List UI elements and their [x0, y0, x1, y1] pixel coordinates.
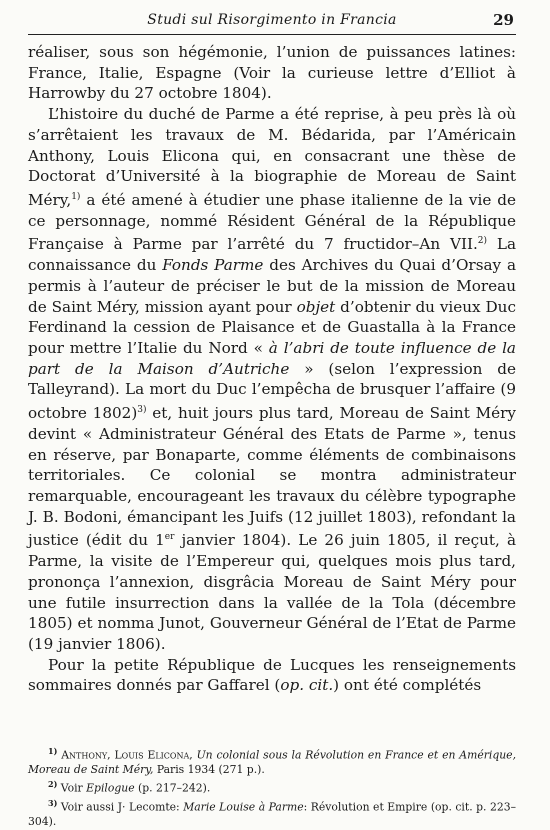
paragraph-continuation — [28, 42, 516, 104]
paragraph-text: » (selon l’expression de Talleyrand). La mort du Duc l’empêcha de brusquer l’affaire (9 octobre 1802) — [28, 359, 516, 423]
footnote-3 — [28, 796, 516, 829]
paragraph-lucques — [28, 655, 516, 696]
page-header — [28, 10, 516, 35]
footnotes — [28, 744, 516, 830]
footnote-mark: 1) — [48, 746, 58, 756]
footnote-author: Anthony, Louis Elicona, — [61, 748, 193, 762]
paragraph-text: réaliser, sous son hégémonie, l’union de puissances latines: France, Italie, Espagne (Voir la curieuse lettre d’Elliot à Harrowby du 27 octobre 1804). — [28, 43, 516, 103]
paragraph-text: a été amené à étudier une phase italienne de la vie de ce personnage, nommé Résident Général de la République Française à Parme par l’arrêté du 7 fructidor–An VII. — [28, 190, 516, 254]
footnote-ref-2: 2) — [477, 236, 488, 247]
footnote-title: Un colonial sous la Révolution en France et en Amérique, Moreau de Saint Méry, — [28, 748, 517, 776]
footnote-title: Epilogue — [86, 782, 135, 795]
footnote-ref-3: 3) — [137, 405, 147, 416]
italic-quote: à l’abri de toute influence de la part de la Maison d’Autriche — [28, 338, 516, 378]
footnote-2 — [28, 777, 516, 796]
footnote-title: Marie Louise à Parme — [183, 801, 304, 814]
paragraph-parme — [28, 104, 516, 655]
paragraph-text: La connaissance du — [28, 235, 517, 275]
footnote-mark: 2) — [48, 779, 58, 790]
footnote-text: : Révolution et Empire (op. cit. p. 223–304). — [28, 801, 516, 829]
paragraph-text: des Archives du Quai d’Orsay a permis à l’auteur de préciser le but de la mission de Moreau de Saint Méry, mission ayant pour — [28, 256, 516, 316]
body-text — [28, 42, 516, 696]
footnote-mark: 3) — [48, 798, 58, 809]
paragraph-text: Pour la petite République de Lucques les renseignements sommaires donnés par Gaffarel ( — [28, 655, 516, 695]
footnote-text: Voir aussi J· Lecomte: — [57, 801, 184, 814]
footnote-text: (p. 217–242). — [134, 782, 211, 795]
paragraph-text: et, huit jours plus tard, Moreau de Saint Méry devint « Administrateur Général des Etats de Parme », tenus en réserve, par Bonaparte, comme éléments de combinaisons territoriales. Ce colonial se montra administrateur remarquable, encourageant les travaux du célèbre typographe J. B. Bodoni, émancipant les Juifs (12 juillet 1803), refondant la justice (édit du 1 — [28, 404, 516, 550]
paragraph-text: L’histoire du duché de Parme a été reprise, à peu près là où s’arrêtaient les travaux de M. Bédarida, par l’Américain Anthony, Louis Elicona qui, en consacrant une thèse de Doctorat d’Université à la biographie de Moreau de Saint Méry, — [28, 105, 516, 209]
running-title: Studi sul Risorgimento in Francia — [147, 12, 397, 28]
footnote-ref-1: 1) — [71, 191, 81, 202]
superscript-er: er — [164, 532, 175, 543]
paragraph-text: janvier 1804). Le 26 juin 1805, il reçut, à Parme, la visite de l’Empereur qui, quelques mois plus tard, prononça l’annexion, disgrâcia Moreau de Saint Méry pour une futile insurrection dans la vallée de la Tola (décembre 1805) et nomma Junot, Gouverneur Général de l’Etat de Parme (19 janvier 1806). — [28, 531, 517, 653]
footnote-text: Paris 1934 (271 p.). — [153, 763, 265, 776]
footnote-1 — [28, 744, 516, 777]
italic-op-cit: op. cit. — [280, 676, 334, 695]
page-number: 29 — [493, 11, 514, 29]
italic-objet: objet — [296, 297, 336, 316]
italic-fonds-parme: Fonds Parme — [162, 256, 264, 275]
paragraph-text: d’obtenir du vieux Duc Ferdinand la cession de Plaisance et de Guastalla à la France pour mettre l’Italie du Nord « — [28, 297, 516, 357]
paragraph-text: ) ont été complétés — [333, 676, 482, 695]
footnote-text: Voir — [57, 782, 87, 795]
